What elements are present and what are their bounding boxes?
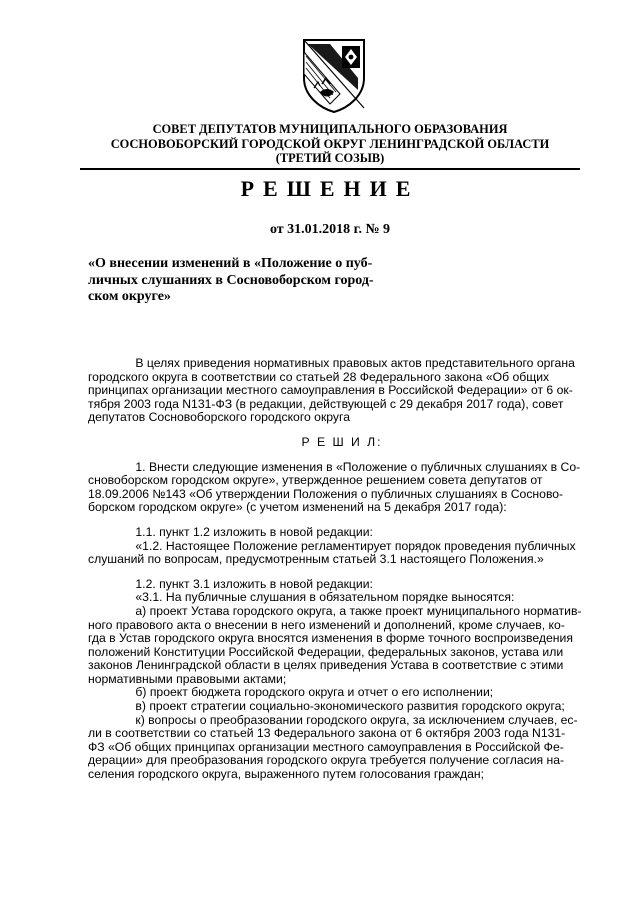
text-line: принципах организации местного самоуправления в Российской Федерации» от 6 ок- — [88, 383, 573, 398]
text-line: «3.1. На публичные слушания в обязательном порядке выносятся: — [88, 590, 515, 605]
paragraph-gap — [88, 450, 596, 461]
text-line: дерации» для преобразования городского округа требуется получение согласия на- — [88, 753, 565, 768]
text-line: 1.1. пункт 1.2 изложить в новой редакции: — [88, 524, 373, 539]
org-line: (ТРЕТИЙ СОЗЫВ) — [275, 151, 385, 166]
resolution-heading — [88, 436, 596, 450]
coat-of-arms-icon — [300, 38, 368, 114]
text-line: в) проект стратегии социально-экономического развития городского округа; — [88, 699, 565, 714]
text-line: к) вопросы о преобразовании городского округа, за исключением случаев, ес- — [88, 712, 578, 727]
text-line: ли в соответствии со статьей 13 Федерального закона от 6 октября 2003 года N131- — [88, 726, 566, 741]
text-line: гда в Устав городского округа вносятся изменения в форме точного воспроизведения — [88, 631, 573, 646]
text-line: а) проект Устава городского округа, а также проект муниципального норматив- — [88, 603, 582, 618]
council-name — [60, 122, 600, 166]
text-line: 1. Внести следующие изменения в «Положение о публичных слушаниях в Со- — [88, 459, 581, 474]
text-line: ного правового акта о внесении в него изменений и дополнений, кроме случаев, ко- — [88, 617, 565, 632]
subject-line: ском округе» — [88, 289, 171, 304]
body-paragraph — [88, 461, 596, 515]
text-line: депутатов Сосновоборского городского округа — [88, 410, 350, 425]
decision-subject — [88, 256, 412, 306]
subject-line: личных слушаниях в Сосновоборском город- — [88, 272, 374, 288]
text-line: б) проект бюджета городского округа и отчет о его исполнении; — [88, 685, 494, 700]
text-line: селения городского округа, выраженного путем голосования граждан; — [88, 767, 484, 782]
text-line: тября 2003 года N131-ФЗ (в редакции, действующей с 29 декабря 2017 года), совет — [88, 396, 564, 411]
decision-date-number: от 31.01.2018 г. № 9 — [269, 222, 391, 237]
body-paragraph — [88, 578, 596, 782]
text-line: борском городском округе» (с учетом изменений на 5 декабря 2017 года): — [88, 500, 507, 515]
text-line: 18.09.2006 №143 «Об утверждении Положения о публичных слушаниях в Сосново- — [88, 486, 564, 501]
org-line: СОСНОВОБОРСКИЙ ГОРОДСКОЙ ОКРУГ ЛЕНИНГРАДСКОЙ ОБЛАСТИ — [110, 136, 550, 151]
org-line: СОВЕТ ДЕПУТАТОВ МУНИЦИПАЛЬНОГО ОБРАЗОВАНИЯ — [152, 122, 508, 136]
document-title: РЕШЕНИЕ — [240, 176, 420, 201]
text-line: положений Конституции Российской Федерации, федеральных законов, устава или — [88, 644, 564, 659]
text-line: законов Ленинградской области в целях приведения Устава в соответствие с этими — [88, 658, 564, 673]
text-line: городского округа в соответствии со статьей 28 Федерального закона «Об общих — [88, 369, 550, 384]
text-line: сновоборском городском округе», утвержденное решением совета депутатов от — [88, 473, 543, 488]
body-paragraph — [88, 526, 596, 567]
subject-line: «О внесении изменений в «Положение о пуб- — [88, 256, 373, 271]
text-line: «1.2. Настоящее Положение регламентирует порядок проведения публичных — [88, 538, 576, 553]
text-line: ФЗ «Об общих принципах организации местного самоуправления в Российской Фе- — [88, 739, 564, 754]
text-line: Р Е Ш И Л: — [301, 434, 383, 449]
text-line: слушаний по вопросам, предусмотренным статьей 3.1 настоящего Положения.» — [88, 552, 544, 567]
document-body — [88, 357, 596, 782]
text-line: 1.2. пункт 3.1 изложить в новой редакции: — [88, 576, 373, 591]
text-line: нормативными правовыми актами; — [88, 671, 287, 686]
text-line: В целях приведения нормативных правовых актов представительного органа — [88, 356, 575, 370]
body-paragraph — [88, 357, 596, 425]
header-divider — [80, 168, 580, 170]
